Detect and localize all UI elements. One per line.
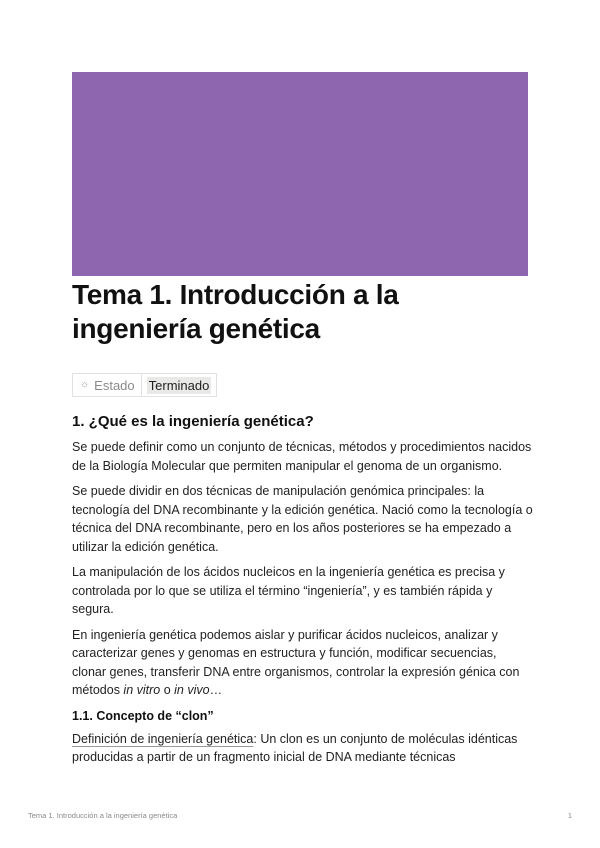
page-content [72, 412, 534, 774]
footer-page-number: 1 [567, 811, 572, 820]
page-title: Tema 1. Introducción a la ingeniería genética [72, 279, 399, 344]
italic-term: in vivo [174, 683, 210, 697]
subsection-heading: 1.1. Concepto de “clon” [72, 708, 214, 723]
paragraph [72, 730, 534, 767]
paragraph [72, 626, 534, 700]
paragraph-text: … [209, 683, 223, 697]
property-label: Estado [94, 377, 135, 393]
definition-link[interactable]: Definición de ingeniería genética [72, 731, 254, 746]
status-badge: Terminado [148, 377, 210, 393]
property-value[interactable] [142, 374, 217, 396]
paragraph-text: o [160, 683, 175, 697]
paragraph: Se puede definir como un conjunto de técnicas, métodos y procedimientos nacidos de la Biología Molecular que permiten manipular el genoma de un organismo. [72, 440, 532, 473]
footer-title: Tema 1. Introducción a la ingeniería genética [28, 811, 178, 820]
property-name [73, 374, 142, 396]
cover-image [72, 72, 528, 276]
paragraph-text: : Un clon es un conjunto de moléculas idénticas producidas a partir de un fragmento inicial de DNA mediante técnicas [72, 731, 518, 764]
paragraph-text: En ingeniería genética podemos aislar y purificar ácidos nucleicos, analizar y caracterizar genes y genomas en estructura y función, modificar secuencias, clonar genes, transferir DNA entre organismos, controlar la expresión génica con métodos [72, 627, 520, 697]
paragraph: La manipulación de los ácidos nucleicos en la ingeniería genética es precisa y controlada por lo que se utiliza el término “ingeniería”, y es también rápida y segura. [72, 565, 505, 616]
italic-term: in vitro [123, 683, 161, 697]
paragraph: Se puede dividir en dos técnicas de manipulación genómica principales: la tecnología del DNA recombinante y la edición genética. Nació como la tecnología o técnica del DNA recombinante, pero en los años posteriores se ha empezado a utilizar la edición genética. [72, 484, 533, 554]
property-estado[interactable] [72, 373, 217, 397]
section-heading: 1. ¿Qué es la ingeniería genética? [72, 413, 314, 430]
gear-icon: ☼ [80, 379, 90, 390]
